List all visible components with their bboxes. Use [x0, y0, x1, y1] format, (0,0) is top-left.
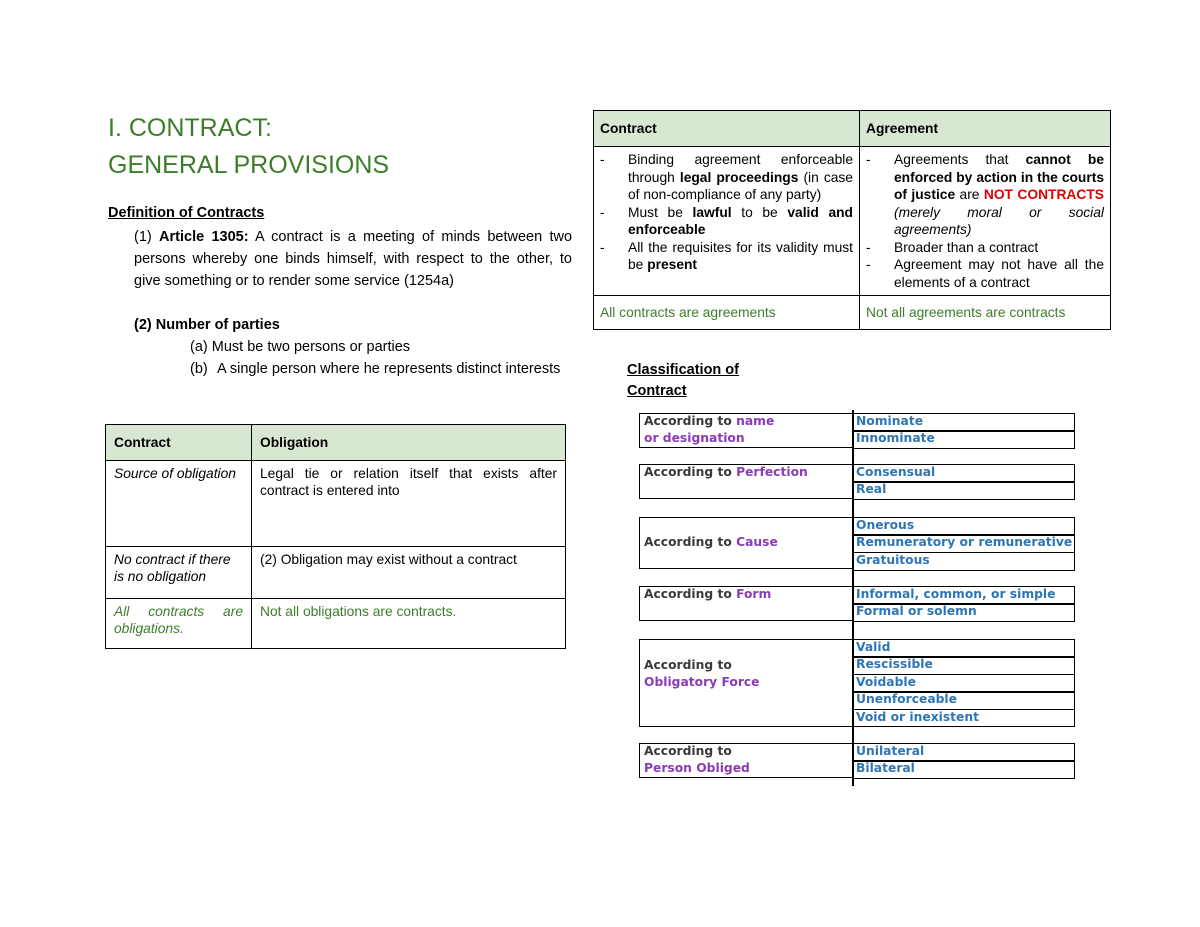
- text: All the requisites for its validity must be: [628, 239, 853, 272]
- category-label: [644, 743, 750, 777]
- classification-value: Void or inexistent: [852, 709, 1075, 728]
- sub-a-number: (a): [190, 339, 208, 355]
- title-line-1: I. CONTRACT:: [108, 114, 272, 142]
- item-1-label: Article 1305:: [159, 229, 249, 245]
- sub-a-text: Must be two persons or parties: [211, 339, 411, 355]
- header-agreement: Agreement: [860, 111, 1111, 147]
- item-2-number: (2): [134, 317, 152, 333]
- category-label: [644, 657, 760, 691]
- header-contract: Contract: [106, 425, 252, 461]
- category-prefix: According to: [644, 414, 737, 428]
- item-2-label: Number of parties: [155, 317, 280, 333]
- table-cell: All contracts are agreements: [594, 296, 860, 330]
- category-name: or designation: [644, 431, 745, 445]
- text: to be: [731, 204, 788, 220]
- text: Binding agreement enforceable through: [628, 152, 853, 185]
- classification-value: Formal or solemn: [852, 603, 1075, 622]
- cell-text: Source of obligation: [114, 466, 236, 481]
- classification-value: Voidable: [852, 674, 1075, 693]
- classification-value: Informal, common, or simple: [852, 586, 1075, 605]
- text: valid and enforceable: [628, 204, 853, 237]
- category-prefix: According to: [644, 587, 737, 601]
- text: Agreement may not have all the elements of a contract: [894, 257, 1104, 290]
- table-cell: No contract if there is no obligation: [106, 547, 252, 599]
- category-label: [644, 586, 771, 603]
- text: Broader than a contract: [894, 239, 1039, 255]
- category-prefix: According to: [644, 744, 732, 758]
- table-cell: Not all obligations are contracts.: [252, 599, 566, 649]
- header-obligation: Obligation: [252, 425, 566, 461]
- text: lawful: [692, 204, 732, 220]
- definition-heading: Definition of Contracts: [108, 205, 265, 221]
- sub-b-number: (b): [190, 361, 208, 377]
- classification-value: Consensual: [852, 464, 1075, 483]
- category-name: name: [736, 414, 775, 428]
- text: (merely moral or social agreements): [894, 204, 1104, 237]
- table-cell: All contracts are obligations.: [106, 599, 252, 649]
- item-1-text: A contract is a meeting of minds between two persons whereby one binds himself, with respect to the other, to give something or to render some service (1254a): [134, 229, 573, 289]
- title-line-2: GENERAL PROVISIONS: [108, 151, 390, 179]
- text: NOT CONTRACTS: [983, 187, 1104, 202]
- classification-value: Innominate: [852, 430, 1075, 449]
- classification-value: Real: [852, 481, 1075, 500]
- header-contract: Contract: [594, 111, 860, 147]
- category-name: Person Obliged: [644, 761, 750, 775]
- text: Agreements that: [894, 152, 1026, 167]
- classification-value: Bilateral: [852, 760, 1075, 779]
- text: are: [955, 187, 984, 202]
- text: cannot be enforced by action in the courts of justice: [894, 152, 1104, 202]
- classification-value: Remuneratory or remunerative: [852, 534, 1075, 553]
- sub-b-text: A single person where he represents distinct interests: [217, 361, 561, 377]
- category-name: Cause: [736, 535, 778, 549]
- text: (in case of non-compliance of any party): [628, 169, 853, 202]
- category-prefix: According to: [644, 535, 737, 549]
- category-name: Perfection: [736, 465, 808, 479]
- category-name: Obligatory Force: [644, 675, 760, 689]
- category-prefix: According to: [644, 658, 732, 672]
- category-label: [644, 413, 774, 447]
- text: present: [647, 257, 698, 272]
- table-cell: Legal tie or relation itself that exists after contract is entered into: [252, 461, 566, 547]
- classification-heading-line-2: Contract: [627, 383, 687, 399]
- classification-value: Unilateral: [852, 743, 1075, 762]
- table-cell: (2) Obligation may exist without a contract: [252, 547, 566, 599]
- category-prefix: According to: [644, 465, 737, 479]
- classification-value: Gratuitous: [852, 552, 1075, 571]
- classification-value: Nominate: [852, 413, 1075, 432]
- text: Must be: [628, 204, 693, 220]
- classification-value: Rescissible: [852, 656, 1075, 675]
- classification-value: Valid: [852, 639, 1075, 658]
- category-name: Form: [736, 587, 772, 601]
- text: legal proceedings: [679, 169, 799, 185]
- item-1-number: (1): [134, 229, 152, 245]
- classification-heading-line-1: Classification of: [627, 362, 739, 378]
- table-cell: Not all agreements are contracts: [860, 296, 1111, 330]
- classification-value: Unenforceable: [852, 691, 1075, 710]
- category-label: [644, 464, 808, 481]
- classification-value: Onerous: [852, 517, 1075, 536]
- category-label: [644, 534, 778, 551]
